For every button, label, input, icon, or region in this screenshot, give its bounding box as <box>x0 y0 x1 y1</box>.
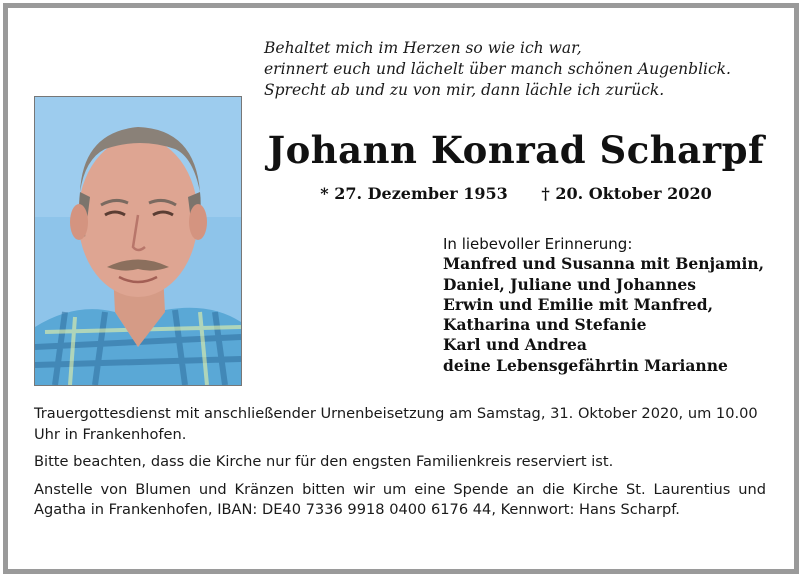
church-notice: Bitte beachten, dass die Kirche nur für den engsten Familienkreis reserviert ist. <box>34 453 614 470</box>
service-information <box>34 404 766 528</box>
donation-notice: Anstelle von Blumen und Kränzen bitten wir um eine Spende an die Kirche St. Laurentius und Agatha in Frankenhofen, IBAN: DE40 7336 9918 0400 6176 44, Kennwort: Hans Scharpf. <box>34 480 766 518</box>
death-date: † 20. Oktober 2020 <box>541 184 712 203</box>
mourner-line: deine Lebensgefährtin Marianne <box>443 355 728 375</box>
deceased-name: Johann Konrad Scharpf <box>267 128 765 172</box>
mourners-intro: In liebevoller Erinnerung: <box>443 235 633 253</box>
portrait-illustration <box>35 97 241 385</box>
life-dates <box>266 184 766 203</box>
mourner-line: Daniel, Juliane und Johannes <box>443 274 697 294</box>
portrait-photo <box>34 96 242 386</box>
quote-line: Sprecht ab und zu von mir, dann lächle ich zurück. <box>264 81 665 99</box>
birth-date: * 27. Dezember 1953 <box>320 184 508 203</box>
funeral-service-notice: Trauergottesdienst mit anschließender Urnenbeisetzung am Samstag, 31. Oktober 2020, um 10.00 Uhr in Frankenhofen. <box>34 405 758 443</box>
mourner-line: Karl und Andrea <box>443 335 587 355</box>
memorial-quote <box>264 38 731 101</box>
quote-line: erinnert euch und lächelt über manch schönen Augenblick. <box>264 60 731 78</box>
quote-line: Behaltet mich im Herzen so wie ich war, <box>264 39 582 57</box>
mourner-line: Erwin und Emilie mit Manfred, <box>443 294 714 314</box>
mourner-line: Katharina und Stefanie <box>443 315 647 335</box>
mourners-block <box>443 234 764 376</box>
mourner-line: Manfred und Susanna mit Benjamin, <box>443 254 765 274</box>
